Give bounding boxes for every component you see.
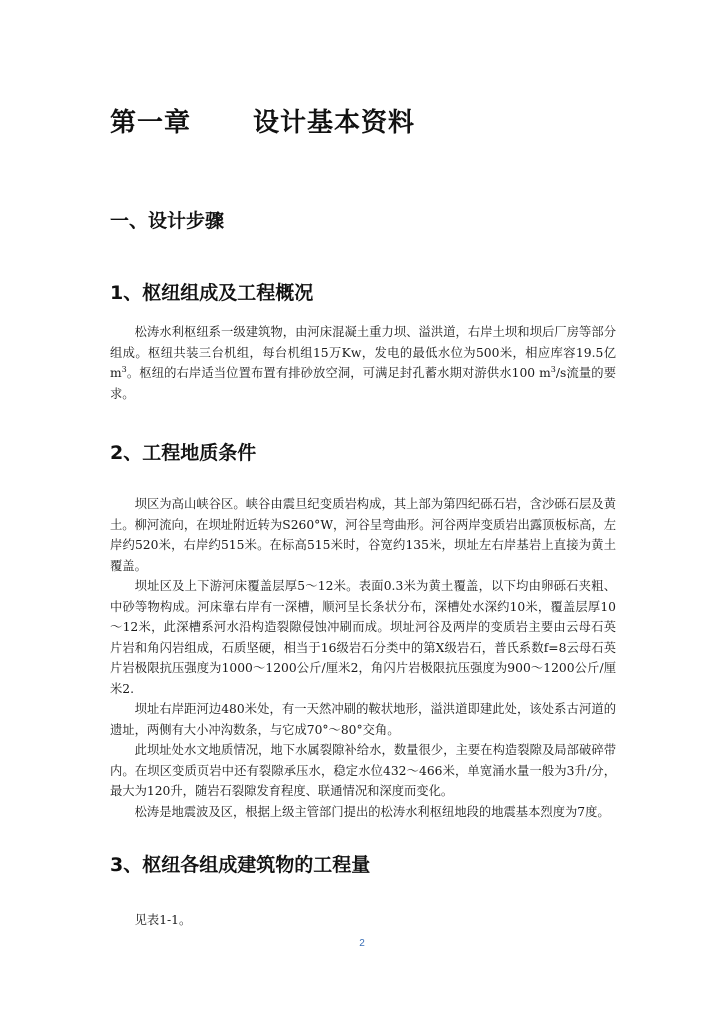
section-heading-design-steps: 一、设计步骤 <box>110 210 225 232</box>
geology-paragraph-2: 坝址区及上下游河床覆盖层厚5～12米。表面0.3米为黄土覆盖，以下均由卵砾石夹粗、中砂等物构成。河床靠右岸有一深槽，顺河呈长条状分布，深槽处水深约10米，覆盖层厚10～12米，此深槽系河水沿构造裂隙侵蚀冲刷而成。坝址河谷及两岸的变质岩主要由云母石英片岩和角闪岩组成，石质坚硬，相当于16级岩石分类中的第X级岩石，普氏系数f=8云母石英片岩极限抗压强度为1000～1200公斤/厘米2，角闪片岩极限抗压强度为900～1200公斤/厘米2. <box>110 579 616 696</box>
chapter-name: 设计基本资料 <box>253 108 416 138</box>
overview-paragraph: 松涛水利枢纽系一级建筑物，由河床混凝土重力坝、溢洪道，右岸土坝和坝后厂房等部分组成。枢纽共装三台机组，每台机组15万Kw，发电的最低水位为500米，相应库容19.5亿$m^3$。枢纽的右岸适当位置布置有排砂放空洞，可满足封孔蓄水期对游供水100 $m^3/s$流量的要求。 <box>110 325 616 401</box>
subsection-heading-quantities: 3、枢纽各组成建筑物的工程量 <box>110 854 371 876</box>
page-number: 2 <box>359 938 365 949</box>
geology-paragraph-4: 此坝址处水文地质情况，地下水属裂隙补给水，数量很少，主要在构造裂隙及局部破碎带内。在坝区变质页岩中还有裂隙承压水，稳定水位432～466米，单宽涌水量一般为3升/分，最大为120升，随岩石裂隙发育程度、联通情况和深度而变化。 <box>110 743 616 798</box>
quantities-paragraph: 见表1-1。 <box>134 913 192 927</box>
subsection-heading-geology: 2、工程地质条件 <box>110 442 257 464</box>
geology-paragraph-5: 松涛是地震波及区，根据上级主管部门提出的松涛水利枢纽地段的地震基本烈度为7度。 <box>134 805 610 819</box>
geology-paragraph-3: 坝址右岸距河边480米处，有一天然冲刷的鞍状地形，溢洪道即建此处，该处系古河道的遗址，两侧有大小冲沟数条，与它成70°～80°交角。 <box>110 702 616 737</box>
subsection-heading-overview: 1、枢纽组成及工程概况 <box>110 282 314 304</box>
chapter-title <box>110 102 415 139</box>
geology-paragraph-1: 坝区为高山峡谷区。峡谷由震旦纪变质岩构成，其上部为第四纪砾石岩，含沙砾石层及黄土。柳河流向，在坝址附近转为S260°W，河谷呈弯曲形。河谷两岸变质岩出露顶板标高，左岸约520米，右岸约515米。在标高515米时，谷宽约135米，坝址左右岸基岩上直接为黄土覆盖。 <box>110 497 616 573</box>
chapter-number: 第一章 <box>110 108 192 138</box>
